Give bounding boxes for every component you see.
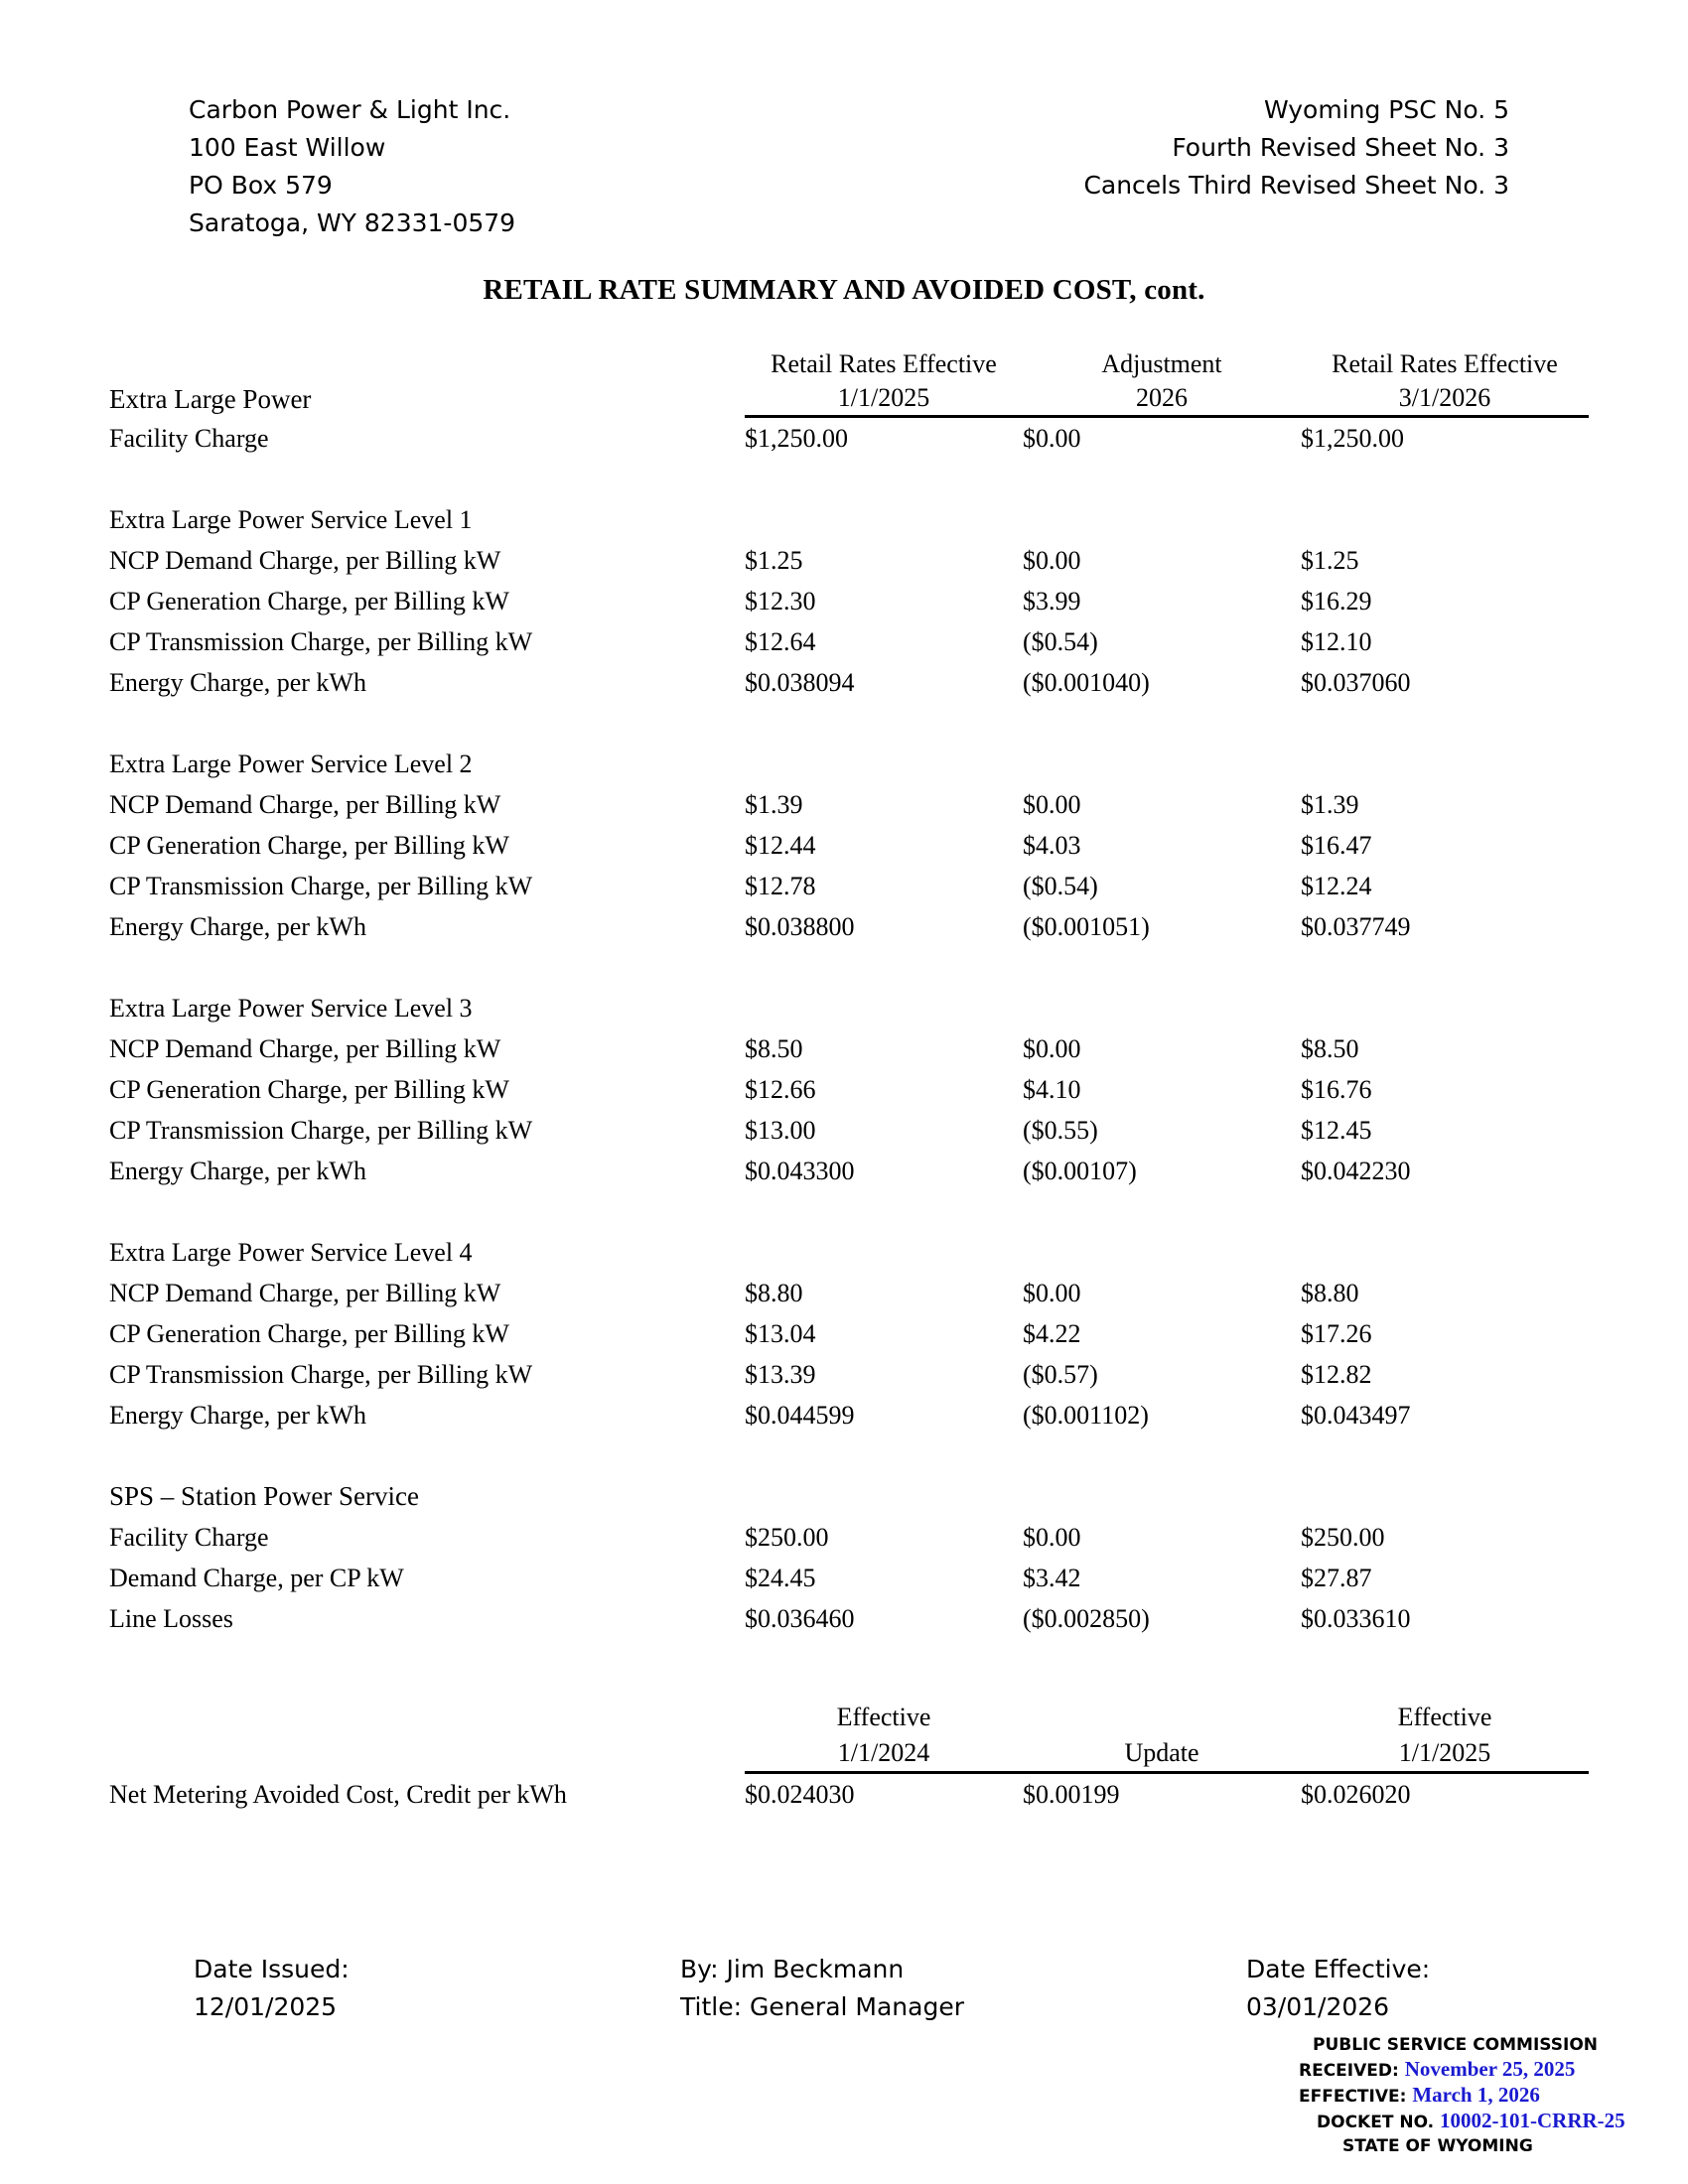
table-row bbox=[109, 1773, 1589, 1816]
level-heading-row bbox=[109, 988, 1589, 1028]
stamp-state-name: STATE OF WYOMING bbox=[1342, 2136, 1533, 2156]
table-row bbox=[109, 825, 1589, 866]
company-city-state-zip: Saratoga, WY 82331-0579 bbox=[189, 208, 516, 237]
psc-filing-stamp bbox=[1291, 2033, 1688, 2184]
row-value-adjustment: $0.00 bbox=[1023, 1523, 1081, 1552]
group-heading-sps: SPS – Station Power Service bbox=[109, 1481, 420, 1511]
row-value-adjustment: $0.00 bbox=[1023, 424, 1081, 453]
footer bbox=[194, 1951, 1504, 2026]
stamp-received-line bbox=[1291, 2057, 1688, 2083]
row-value-new: $0.043497 bbox=[1301, 1401, 1411, 1430]
page-title: RETAIL RATE SUMMARY AND AVOIDED COST, cont. bbox=[483, 274, 1205, 306]
date-effective-value: 03/01/2026 bbox=[1246, 1992, 1390, 2021]
table-row bbox=[109, 1110, 1589, 1151]
header-col3-line1: Retail Rates Effective bbox=[1332, 349, 1558, 378]
company-address-block bbox=[189, 91, 515, 242]
level-heading-row bbox=[109, 1232, 1589, 1273]
date-issued-value: 12/01/2025 bbox=[194, 1992, 338, 2021]
cancels-sheet-number: Cancels Third Revised Sheet No. 3 bbox=[1083, 171, 1509, 200]
row-value-current: $0.038800 bbox=[745, 912, 855, 941]
row-value-current: $0.024030 bbox=[745, 1780, 855, 1809]
table-row bbox=[109, 1151, 1589, 1191]
row-label: NCP Demand Charge, per Billing kW bbox=[109, 546, 501, 575]
footer-line-1 bbox=[194, 1951, 1504, 1988]
row-spacer bbox=[109, 459, 1589, 499]
row-label: NCP Demand Charge, per Billing kW bbox=[109, 1279, 501, 1307]
header-col2-line2: 2026 bbox=[1136, 383, 1188, 412]
table-header-line1 bbox=[109, 347, 1589, 381]
row-value-current: $13.04 bbox=[745, 1319, 816, 1348]
stamp-effective-label: EFFECTIVE: bbox=[1299, 2087, 1407, 2107]
table-row bbox=[109, 540, 1589, 581]
row-value-adjustment: $4.03 bbox=[1023, 831, 1081, 860]
row-value-adjustment: $3.99 bbox=[1023, 587, 1081, 615]
level-heading-row bbox=[109, 499, 1589, 540]
row-value-new: $16.29 bbox=[1301, 587, 1372, 615]
header-col3-line2: 3/1/2026 bbox=[1398, 383, 1491, 412]
row-label: CP Generation Charge, per Billing kW bbox=[109, 1075, 509, 1104]
level-heading: Extra Large Power Service Level 3 bbox=[109, 994, 473, 1023]
row-value-current: $8.80 bbox=[745, 1279, 803, 1307]
table-row bbox=[109, 1354, 1589, 1395]
retail-rate-table bbox=[109, 347, 1589, 1815]
table-row bbox=[109, 1028, 1589, 1069]
row-value-current: $12.64 bbox=[745, 627, 816, 656]
table-header-line2 bbox=[109, 381, 1589, 415]
row-spacer bbox=[109, 1639, 1589, 1680]
nm-header-col3-line2: 1/1/2025 bbox=[1398, 1738, 1491, 1767]
row-value-new: $250.00 bbox=[1301, 1523, 1385, 1552]
header-col1-line1: Retail Rates Effective bbox=[771, 349, 997, 378]
psc-number: Wyoming PSC No. 5 bbox=[1263, 95, 1509, 124]
row-value-adjustment: ($0.54) bbox=[1023, 627, 1098, 656]
row-value-current: $250.00 bbox=[745, 1523, 829, 1552]
stamp-effective-line bbox=[1291, 2083, 1688, 2109]
table-row bbox=[109, 866, 1589, 906]
row-value-current: $0.043300 bbox=[745, 1157, 855, 1185]
row-label: CP Generation Charge, per Billing kW bbox=[109, 831, 509, 860]
table-row bbox=[109, 662, 1589, 703]
row-spacer bbox=[109, 1191, 1589, 1232]
table-row bbox=[109, 906, 1589, 947]
date-effective-label: Date Effective: bbox=[1246, 1955, 1431, 1983]
table-row bbox=[109, 581, 1589, 621]
row-value-current: $8.50 bbox=[745, 1034, 803, 1063]
row-value-new: $1.39 bbox=[1301, 790, 1359, 819]
row-value-adjustment: ($0.57) bbox=[1023, 1360, 1098, 1389]
row-value-current: $0.044599 bbox=[745, 1401, 855, 1430]
table-row bbox=[109, 1395, 1589, 1435]
row-label: CP Transmission Charge, per Billing kW bbox=[109, 627, 533, 656]
row-label: Energy Charge, per kWh bbox=[109, 668, 366, 697]
row-label: CP Transmission Charge, per Billing kW bbox=[109, 1360, 533, 1389]
row-label: NCP Demand Charge, per Billing kW bbox=[109, 790, 501, 819]
row-value-new: $12.24 bbox=[1301, 872, 1372, 900]
stamp-docket-value: 10002-101-CRRR-25 bbox=[1440, 2109, 1625, 2132]
level-heading: Extra Large Power Service Level 1 bbox=[109, 505, 473, 534]
table-row bbox=[109, 1273, 1589, 1313]
row-value-adjustment: ($0.002850) bbox=[1023, 1604, 1150, 1633]
row-value-new: $0.037060 bbox=[1301, 668, 1411, 697]
row-label: CP Transmission Charge, per Billing kW bbox=[109, 1116, 533, 1145]
net-metering-header-line2 bbox=[109, 1735, 1589, 1771]
company-pobox: PO Box 579 bbox=[189, 171, 333, 200]
row-value-adjustment: ($0.001051) bbox=[1023, 912, 1150, 941]
row-value-new: $16.47 bbox=[1301, 831, 1372, 860]
row-value-current: $1,250.00 bbox=[745, 424, 848, 453]
table-row bbox=[109, 1558, 1589, 1598]
company-street: 100 East Willow bbox=[189, 133, 386, 162]
row-value-adjustment: $3.42 bbox=[1023, 1564, 1081, 1592]
row-value-adjustment: $0.00 bbox=[1023, 1034, 1081, 1063]
row-value-current: $1.25 bbox=[745, 546, 803, 575]
tariff-reference-block bbox=[1083, 91, 1509, 205]
row-value-current: $13.39 bbox=[745, 1360, 816, 1389]
row-spacer bbox=[109, 1680, 1589, 1700]
row-value-adjustment: $4.10 bbox=[1023, 1075, 1081, 1104]
row-label: NCP Demand Charge, per Billing kW bbox=[109, 1034, 501, 1063]
row-label: CP Transmission Charge, per Billing kW bbox=[109, 872, 533, 900]
level-heading-row bbox=[109, 744, 1589, 784]
revised-sheet-number: Fourth Revised Sheet No. 3 bbox=[1172, 133, 1509, 162]
row-value-adjustment: ($0.001040) bbox=[1023, 668, 1150, 697]
row-value-new: $8.80 bbox=[1301, 1279, 1359, 1307]
row-value-new: $1,250.00 bbox=[1301, 424, 1404, 453]
table-row bbox=[109, 1069, 1589, 1110]
row-value-adjustment: $0.00 bbox=[1023, 1279, 1081, 1307]
row-label: Facility Charge bbox=[109, 1523, 269, 1552]
stamp-received-value: November 25, 2025 bbox=[1404, 2057, 1576, 2081]
row-value-new: $27.87 bbox=[1301, 1564, 1372, 1592]
footer-line-2 bbox=[194, 1988, 1504, 2026]
nm-header-col1-line2: 1/1/2024 bbox=[837, 1738, 930, 1767]
nm-header-col1-line1: Effective bbox=[836, 1703, 931, 1731]
net-metering-header-line1 bbox=[109, 1700, 1589, 1735]
stamp-docket-label: DOCKET NO. bbox=[1317, 2113, 1435, 2132]
row-spacer bbox=[109, 1435, 1589, 1476]
header-col2-line1: Adjustment bbox=[1101, 349, 1222, 378]
row-value-update: $0.00199 bbox=[1023, 1780, 1120, 1809]
table-row bbox=[109, 417, 1589, 460]
row-label: Energy Charge, per kWh bbox=[109, 912, 366, 941]
row-value-adjustment: ($0.55) bbox=[1023, 1116, 1098, 1145]
row-value-current: $0.036460 bbox=[745, 1604, 855, 1633]
table-row bbox=[109, 784, 1589, 825]
header-col1-line2: 1/1/2025 bbox=[837, 383, 930, 412]
row-value-new: $0.042230 bbox=[1301, 1157, 1411, 1185]
row-value-current: $12.78 bbox=[745, 872, 816, 900]
row-value-current: $12.66 bbox=[745, 1075, 816, 1104]
row-spacer bbox=[109, 703, 1589, 744]
stamp-docket-line bbox=[1291, 2109, 1688, 2134]
issuer-title: Title: General Manager bbox=[680, 1992, 964, 2021]
nm-header-col2-line1 bbox=[1023, 1700, 1301, 1735]
row-value-current: $13.00 bbox=[745, 1116, 816, 1145]
row-value-current: $12.30 bbox=[745, 587, 816, 615]
table-row bbox=[109, 1517, 1589, 1558]
row-value-new: $12.45 bbox=[1301, 1116, 1372, 1145]
table-row bbox=[109, 1313, 1589, 1354]
row-value-new: $0.026020 bbox=[1301, 1780, 1411, 1809]
row-value-adjustment: ($0.001102) bbox=[1023, 1401, 1149, 1430]
row-value-current: $12.44 bbox=[745, 831, 816, 860]
row-value-adjustment: $0.00 bbox=[1023, 546, 1081, 575]
row-spacer bbox=[109, 947, 1589, 988]
row-value-new: $0.037749 bbox=[1301, 912, 1411, 941]
row-value-current: $24.45 bbox=[745, 1564, 816, 1592]
stamp-effective-value: March 1, 2026 bbox=[1412, 2083, 1540, 2107]
row-label: Demand Charge, per CP kW bbox=[109, 1564, 404, 1592]
stamp-received-label: RECEIVED: bbox=[1299, 2061, 1399, 2081]
row-label: CP Generation Charge, per Billing kW bbox=[109, 1319, 509, 1348]
row-value-adjustment: ($0.54) bbox=[1023, 872, 1098, 900]
row-label: Net Metering Avoided Cost, Credit per kWh bbox=[109, 1780, 567, 1809]
row-label: CP Generation Charge, per Billing kW bbox=[109, 587, 509, 615]
row-value-new: $12.10 bbox=[1301, 627, 1372, 656]
table-row bbox=[109, 621, 1589, 662]
row-value-adjustment: $4.22 bbox=[1023, 1319, 1081, 1348]
row-value-adjustment: $0.00 bbox=[1023, 790, 1081, 819]
row-label: Energy Charge, per kWh bbox=[109, 1157, 366, 1185]
nm-header-col2-line2: Update bbox=[1124, 1738, 1199, 1767]
row-value-new: $8.50 bbox=[1301, 1034, 1359, 1063]
nm-header-col3-line1: Effective bbox=[1397, 1703, 1492, 1731]
row-label: Line Losses bbox=[109, 1604, 233, 1633]
row-value-new: $16.76 bbox=[1301, 1075, 1372, 1104]
row-value-current: $0.038094 bbox=[745, 668, 855, 697]
row-value-new: $0.033610 bbox=[1301, 1604, 1411, 1633]
date-issued-label: Date Issued: bbox=[194, 1955, 350, 1983]
row-value-new: $17.26 bbox=[1301, 1319, 1372, 1348]
group-heading-row bbox=[109, 1476, 1589, 1517]
row-label: Facility Charge bbox=[109, 424, 269, 453]
issued-by: By: Jim Beckmann bbox=[680, 1955, 905, 1983]
letterhead bbox=[189, 91, 1509, 242]
level-heading: Extra Large Power Service Level 2 bbox=[109, 750, 473, 778]
row-label: Energy Charge, per kWh bbox=[109, 1401, 366, 1430]
company-name: Carbon Power & Light Inc. bbox=[189, 95, 511, 124]
group-heading-extra-large-power: Extra Large Power bbox=[109, 384, 312, 414]
header-spacer bbox=[109, 347, 745, 381]
row-value-adjustment: ($0.00107) bbox=[1023, 1157, 1137, 1185]
level-heading: Extra Large Power Service Level 4 bbox=[109, 1238, 473, 1267]
row-value-current: $1.39 bbox=[745, 790, 803, 819]
row-value-new: $1.25 bbox=[1301, 546, 1359, 575]
stamp-commission-name: PUBLIC SERVICE COMMISSION bbox=[1313, 2035, 1599, 2055]
table-row bbox=[109, 1598, 1589, 1639]
row-value-new: $12.82 bbox=[1301, 1360, 1372, 1389]
